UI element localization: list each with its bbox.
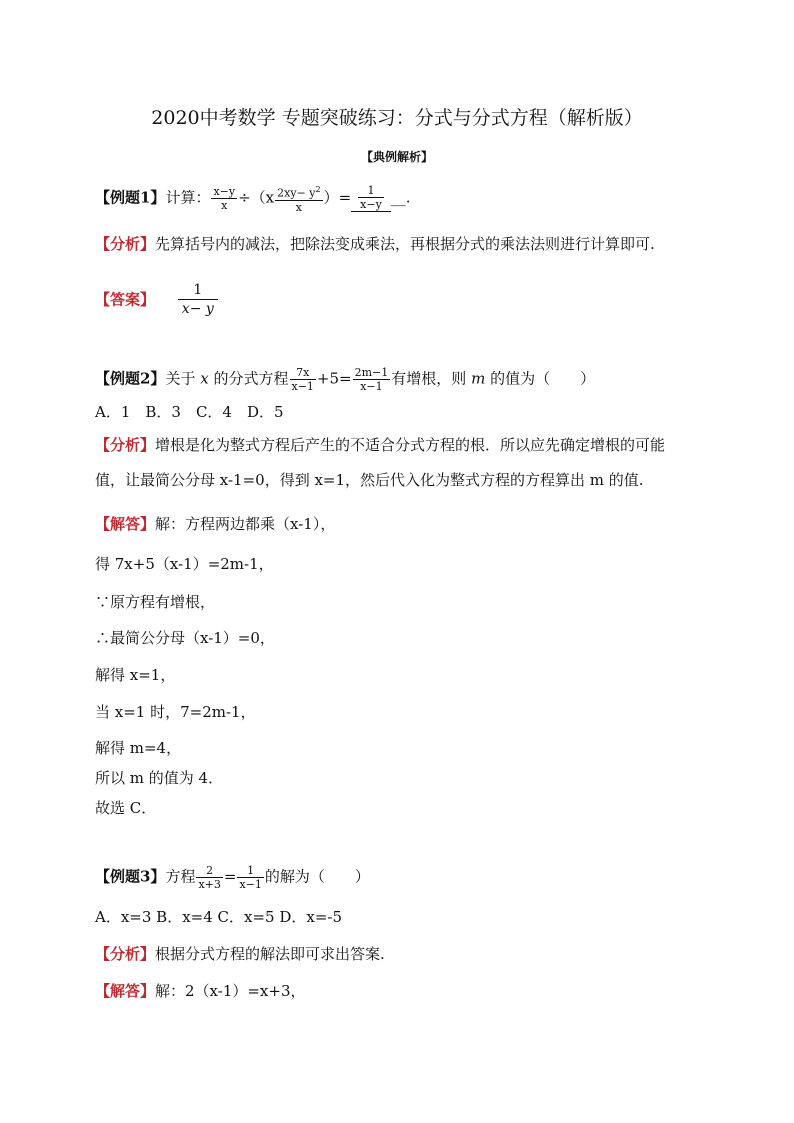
fraction: $\frac{2}{x+3}$: [198, 864, 221, 891]
analysis-label: 【分析】: [95, 436, 156, 454]
analysis-label: 【分析】: [95, 945, 156, 963]
example-2-analysis-1: 【分析】增根是化为整式方程后产生的不适合分式方程的根．所以应先确定增根的可能: [95, 436, 666, 454]
fraction: $\frac{2xy- y^2}{x}$: [277, 185, 321, 214]
answer-label: 【答案】: [95, 290, 156, 309]
solution-step: 解得 x=1，: [95, 666, 176, 684]
fraction: $\frac{2m-1}{x-1}$: [354, 366, 389, 393]
example-2-solution: 【解答】解：方程两边都乘（x-1），: [95, 515, 336, 533]
answer-blank: $\frac{1}{x-y}$: [351, 184, 391, 212]
solution-step: 解得 m=4，: [95, 739, 182, 757]
solution-label: 【解答】: [95, 982, 156, 1000]
solution-step: ∴最简公分母（x-1）=0，: [95, 629, 275, 647]
example-2-analysis-2: 值，让最简公分母 x-1=0，得到 x=1，然后代入化为整式方程的方程算出 m 的值.: [95, 471, 644, 489]
example-2-question: 【例题2】关于 x 的分式方程 $\frac{7x}{x-1}$ +5= $\frac{2m-1}{x-1}$ 有增根，则 m 的值为（ ）: [95, 366, 596, 393]
fraction: $\frac{x-y}{x}$: [213, 184, 236, 212]
example-1-answer: [95, 281, 219, 318]
solution-step: ∵原方程有增根，: [95, 593, 216, 611]
example-3-question: 【例题3】方程 $\frac{2}{x+3}$ = $\frac{1}{x-1}$ 的解为（ ）: [95, 864, 370, 891]
answer-fraction: $\frac{1}{x- y}$: [178, 281, 218, 318]
example-1-question: 【例题1】计算： $\frac{x-y}{x}$ ÷（x $\frac{2xy- y^2}{x}$ ）= $\frac{1}{x-y}$ __.: [95, 184, 411, 214]
solution-step: 故选 C．: [95, 799, 157, 817]
solution-step: 得 7x+5（x-1）=2m-1，: [95, 555, 274, 573]
solution-label: 【解答】: [95, 515, 156, 533]
example-1-analysis: 【分析】先算括号内的减法，把除法变成乘法，再根据分式的乘法法则进行计算即可.: [95, 235, 655, 253]
page-title: 2020中考数学 专题突破练习：分式与分式方程（解析版）: [151, 107, 643, 129]
example-1-label: 【例题1】: [95, 188, 166, 207]
fraction: $\frac{7x}{x-1}$: [291, 366, 314, 393]
section-heading: 【典例解析】: [360, 150, 433, 164]
example-3-label: 【例题3】: [95, 867, 166, 886]
example-3-options: A．x=3 B．x=4 C．x=5 D．x=-5: [95, 908, 343, 926]
fraction: $\frac{1}{x-1}$: [239, 864, 262, 891]
analysis-label: 【分析】: [95, 235, 156, 253]
example-2-options: A．1 B．3 C．4 D．5: [95, 403, 284, 421]
example-3-analysis: 【分析】根据分式方程的解法即可求出答案.: [95, 945, 385, 963]
example-2-label: 【例题2】: [95, 369, 166, 388]
solution-step: 当 x=1 时，7=2m-1，: [95, 703, 256, 721]
solution-step: 所以 m 的值为 4．: [95, 769, 224, 787]
example-3-solution: 【解答】解：2（x-1）=x+3，: [95, 982, 306, 1000]
